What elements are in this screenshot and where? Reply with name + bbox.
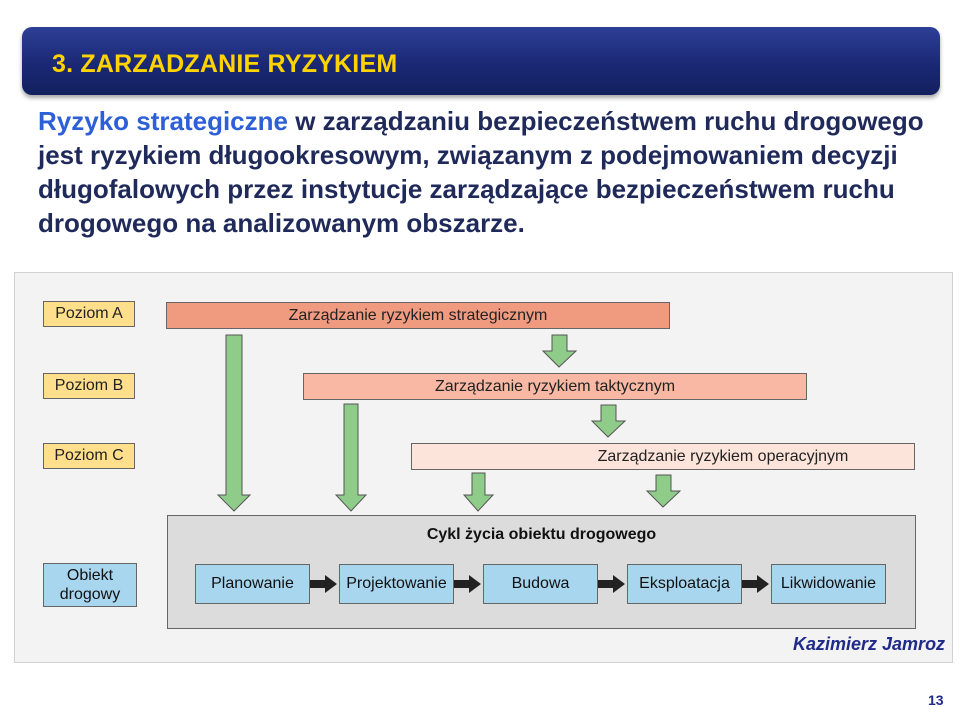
strategic-risk-bar: Zarządzanie ryzykiem strategicznym <box>166 302 670 329</box>
stage-projektowanie: Projektowanie <box>339 564 454 604</box>
slide-title: 3. ZARZADZANIE RYZYKIEM <box>52 50 398 78</box>
level-a-label: Poziom A <box>43 301 135 327</box>
stage-arrow-2-icon <box>454 575 481 593</box>
level-b-label: Poziom B <box>43 373 135 399</box>
stage-arrow-4-icon <box>742 575 769 593</box>
road-object-box: Obiekt drogowy <box>43 563 137 607</box>
intro-paragraph <box>38 104 938 240</box>
author-name: Kazimierz Jamroz <box>793 634 946 654</box>
stage-arrow-1-icon <box>310 575 337 593</box>
tactical-risk-bar: Zarządzanie ryzykiem taktycznym <box>303 373 807 400</box>
stage-eksploatacja: Eksploatacja <box>627 564 742 604</box>
stage-budowa: Budowa <box>483 564 598 604</box>
operational-risk-bar: Zarządzanie ryzykiem operacyjnym <box>411 443 915 470</box>
stage-planowanie: Planowanie <box>195 564 310 604</box>
level-c-label: Poziom C <box>43 443 135 469</box>
page-number: 13 <box>928 692 944 708</box>
lifecycle-title: Cykl życia obiektu drogowego <box>426 526 657 543</box>
intro-text: w zarządzaniu bezpieczeństwem ruchu drogowego jest ryzykiem długookresowym, związanym z podejmowaniem decyzji długofalowych przez instytucje zarządzające bezpieczeństwem ruchu drogowego na analizowanym obszarze. <box>38 106 924 238</box>
intro-highlight: Ryzyko strategiczne <box>38 106 288 136</box>
stage-arrows-layer <box>15 273 952 662</box>
title-bar <box>22 27 940 95</box>
risk-diagram <box>14 272 953 663</box>
stage-likwidowanie: Likwidowanie <box>771 564 886 604</box>
stage-arrow-3-icon <box>598 575 625 593</box>
